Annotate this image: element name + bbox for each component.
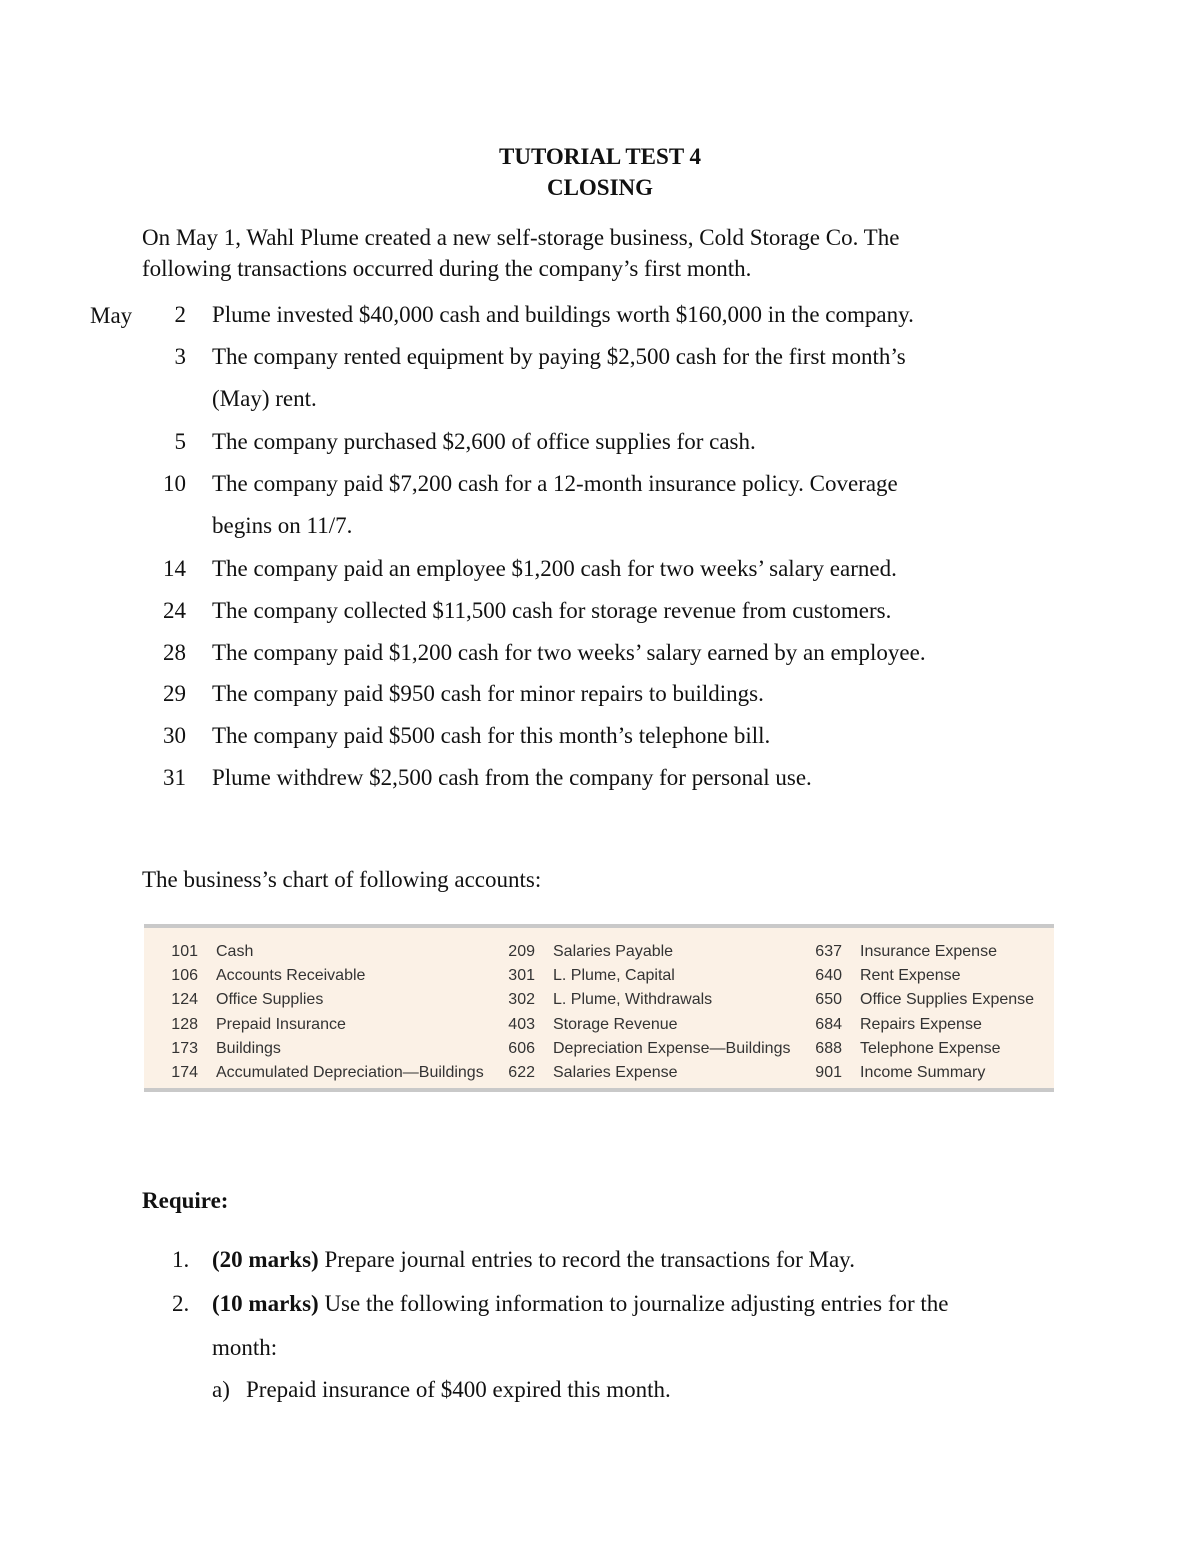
account-row xyxy=(144,1013,484,1037)
transaction-day: 10 xyxy=(163,471,186,496)
transaction-day: 5 xyxy=(174,429,186,454)
requirement-text xyxy=(212,1238,1052,1282)
transaction-day: 24 xyxy=(163,598,186,623)
account-row xyxy=(144,1037,484,1061)
requirement-line: month: xyxy=(212,1335,278,1360)
requirement-item xyxy=(172,1282,1052,1370)
account-row xyxy=(788,964,1034,988)
account-row xyxy=(788,1013,1034,1037)
account-row xyxy=(788,988,1034,1012)
accounts-column xyxy=(788,940,1034,1085)
account-row xyxy=(788,940,1034,964)
chart-of-accounts-label: The business’s chart of following accounts: xyxy=(142,867,542,892)
description-line: The company collected $11,500 cash for storage revenue from customers. xyxy=(212,598,892,623)
transaction-item xyxy=(150,632,1050,674)
transaction-description xyxy=(212,715,1012,757)
account-name: Accounts Receivable xyxy=(216,967,366,985)
account-name: Income Summary xyxy=(860,1063,986,1081)
transaction-item xyxy=(150,715,1050,757)
transaction-item xyxy=(150,294,1050,336)
requirement-item xyxy=(172,1238,1052,1282)
description-line: The company purchased $2,600 of office supplies for cash. xyxy=(212,429,756,454)
account-row xyxy=(144,964,484,988)
sub-requirement-letter: a) xyxy=(212,1377,230,1402)
requirement-line-text: Use the following information to journalize adjusting entries for the xyxy=(318,1291,949,1316)
account-number: 101 xyxy=(171,943,198,960)
account-number: 128 xyxy=(171,1015,198,1033)
description-line: begins on 11/7. xyxy=(212,513,353,538)
account-number: 684 xyxy=(815,1015,842,1033)
transaction-day: 31 xyxy=(163,765,186,790)
account-row xyxy=(481,1037,790,1061)
transaction-item xyxy=(150,757,1050,799)
transaction-day: 30 xyxy=(163,723,186,748)
account-number: 622 xyxy=(508,1063,535,1081)
transaction-day: 29 xyxy=(163,681,186,706)
transaction-item xyxy=(150,421,1050,463)
account-number: 173 xyxy=(171,1039,198,1057)
account-number: 901 xyxy=(815,1063,842,1081)
account-row xyxy=(144,940,484,964)
sub-requirement-text: Prepaid insurance of $400 expired this month. xyxy=(246,1377,671,1402)
account-name: Prepaid Insurance xyxy=(216,1015,346,1033)
transaction-day: 2 xyxy=(174,302,186,327)
account-name: Salaries Payable xyxy=(553,943,674,960)
account-name: Insurance Expense xyxy=(860,943,997,960)
account-name: Salaries Expense xyxy=(553,1063,678,1081)
transaction-item xyxy=(150,590,1050,632)
accounts-column xyxy=(481,940,790,1085)
requirement-text xyxy=(212,1282,1052,1370)
account-number: 640 xyxy=(815,967,842,985)
account-number: 301 xyxy=(508,967,535,985)
account-name: Storage Revenue xyxy=(553,1015,678,1033)
account-row xyxy=(481,1013,790,1037)
account-name: Buildings xyxy=(216,1039,281,1057)
description-line: (May) rent. xyxy=(212,386,317,411)
transaction-description xyxy=(212,294,1012,336)
account-number: 403 xyxy=(508,1015,535,1033)
description-line: Plume withdrew $2,500 cash from the company for personal use. xyxy=(212,765,812,790)
require-heading: Require: xyxy=(142,1188,229,1213)
account-name: Rent Expense xyxy=(860,967,961,985)
account-name: Telephone Expense xyxy=(860,1039,1001,1057)
sub-requirement xyxy=(212,1374,671,1405)
description-line: The company paid $1,200 cash for two weeks’ salary earned by an employee. xyxy=(212,640,926,665)
description-line: The company paid $950 cash for minor repairs to buildings. xyxy=(212,681,764,706)
transaction-day: 3 xyxy=(174,344,186,369)
account-number: 688 xyxy=(815,1039,842,1057)
intro-line: On May 1, Wahl Plume created a new self-storage business, Cold Storage Co. The xyxy=(142,225,900,250)
transaction-description xyxy=(212,421,1012,463)
account-name: Cash xyxy=(216,943,254,960)
account-row xyxy=(481,1061,790,1085)
title-line-1: TUTORIAL TEST 4 xyxy=(499,144,701,169)
account-row xyxy=(481,964,790,988)
requirement-line xyxy=(212,1238,1052,1282)
description-line: Plume invested $40,000 cash and buildings worth $160,000 in the company. xyxy=(212,302,914,327)
account-row xyxy=(144,988,484,1012)
account-name: Accumulated Depreciation—Buildings xyxy=(216,1063,484,1081)
transaction-item xyxy=(150,673,1050,715)
document-title xyxy=(0,141,1200,203)
transaction-day: 14 xyxy=(163,556,186,581)
title-line-2: CLOSING xyxy=(546,175,654,200)
account-number: 209 xyxy=(508,943,535,960)
transaction-month: May xyxy=(90,303,133,328)
account-name: Repairs Expense xyxy=(860,1015,982,1033)
account-number: 174 xyxy=(171,1063,198,1081)
transaction-description xyxy=(212,673,1012,715)
requirement-number: 2. xyxy=(172,1291,190,1316)
transaction-day: 28 xyxy=(163,640,186,665)
account-row xyxy=(481,988,790,1012)
intro-line: following transactions occurred during the company’s first month. xyxy=(142,256,752,281)
account-number: 302 xyxy=(508,991,535,1009)
requirement-number: 1. xyxy=(172,1247,190,1272)
account-name: L. Plume, Capital xyxy=(553,967,675,985)
account-name: Office Supplies Expense xyxy=(860,991,1035,1009)
intro-paragraph xyxy=(142,222,1022,284)
transaction-item xyxy=(150,548,1050,590)
transaction-description xyxy=(212,590,1012,632)
account-number: 650 xyxy=(815,991,842,1009)
transaction-item xyxy=(150,336,1050,420)
transaction-description xyxy=(212,463,1012,547)
transaction-item xyxy=(150,463,1050,547)
description-line: The company paid $7,200 cash for a 12-month insurance policy. Coverage xyxy=(212,471,898,496)
requirement-marks: (10 marks) xyxy=(212,1291,319,1316)
account-number: 106 xyxy=(171,967,198,985)
account-number: 637 xyxy=(815,943,842,960)
account-row xyxy=(144,1061,484,1085)
description-line: The company paid an employee $1,200 cash for two weeks’ salary earned. xyxy=(212,556,897,581)
description-line: The company paid $500 cash for this month’s telephone bill. xyxy=(212,723,771,748)
requirement-line-text: Prepare journal entries to record the transactions for May. xyxy=(318,1247,855,1272)
transaction-description xyxy=(212,548,1012,590)
requirement-marks: (20 marks) xyxy=(212,1247,319,1272)
transaction-description xyxy=(212,336,1012,420)
account-row xyxy=(788,1037,1034,1061)
account-row xyxy=(481,940,790,964)
account-name: L. Plume, Withdrawals xyxy=(553,991,713,1009)
transaction-description xyxy=(212,632,1012,674)
account-number: 124 xyxy=(171,991,198,1009)
account-name: Depreciation Expense—Buildings xyxy=(553,1039,791,1057)
accounts-column xyxy=(144,940,484,1085)
account-name: Office Supplies xyxy=(216,991,324,1009)
account-row xyxy=(788,1061,1034,1085)
transaction-description xyxy=(212,757,1012,799)
requirement-line xyxy=(212,1282,1052,1326)
account-number: 606 xyxy=(508,1039,535,1057)
chart-of-accounts xyxy=(144,924,1054,1092)
description-line: The company rented equipment by paying $2,500 cash for the first month’s xyxy=(212,344,906,369)
